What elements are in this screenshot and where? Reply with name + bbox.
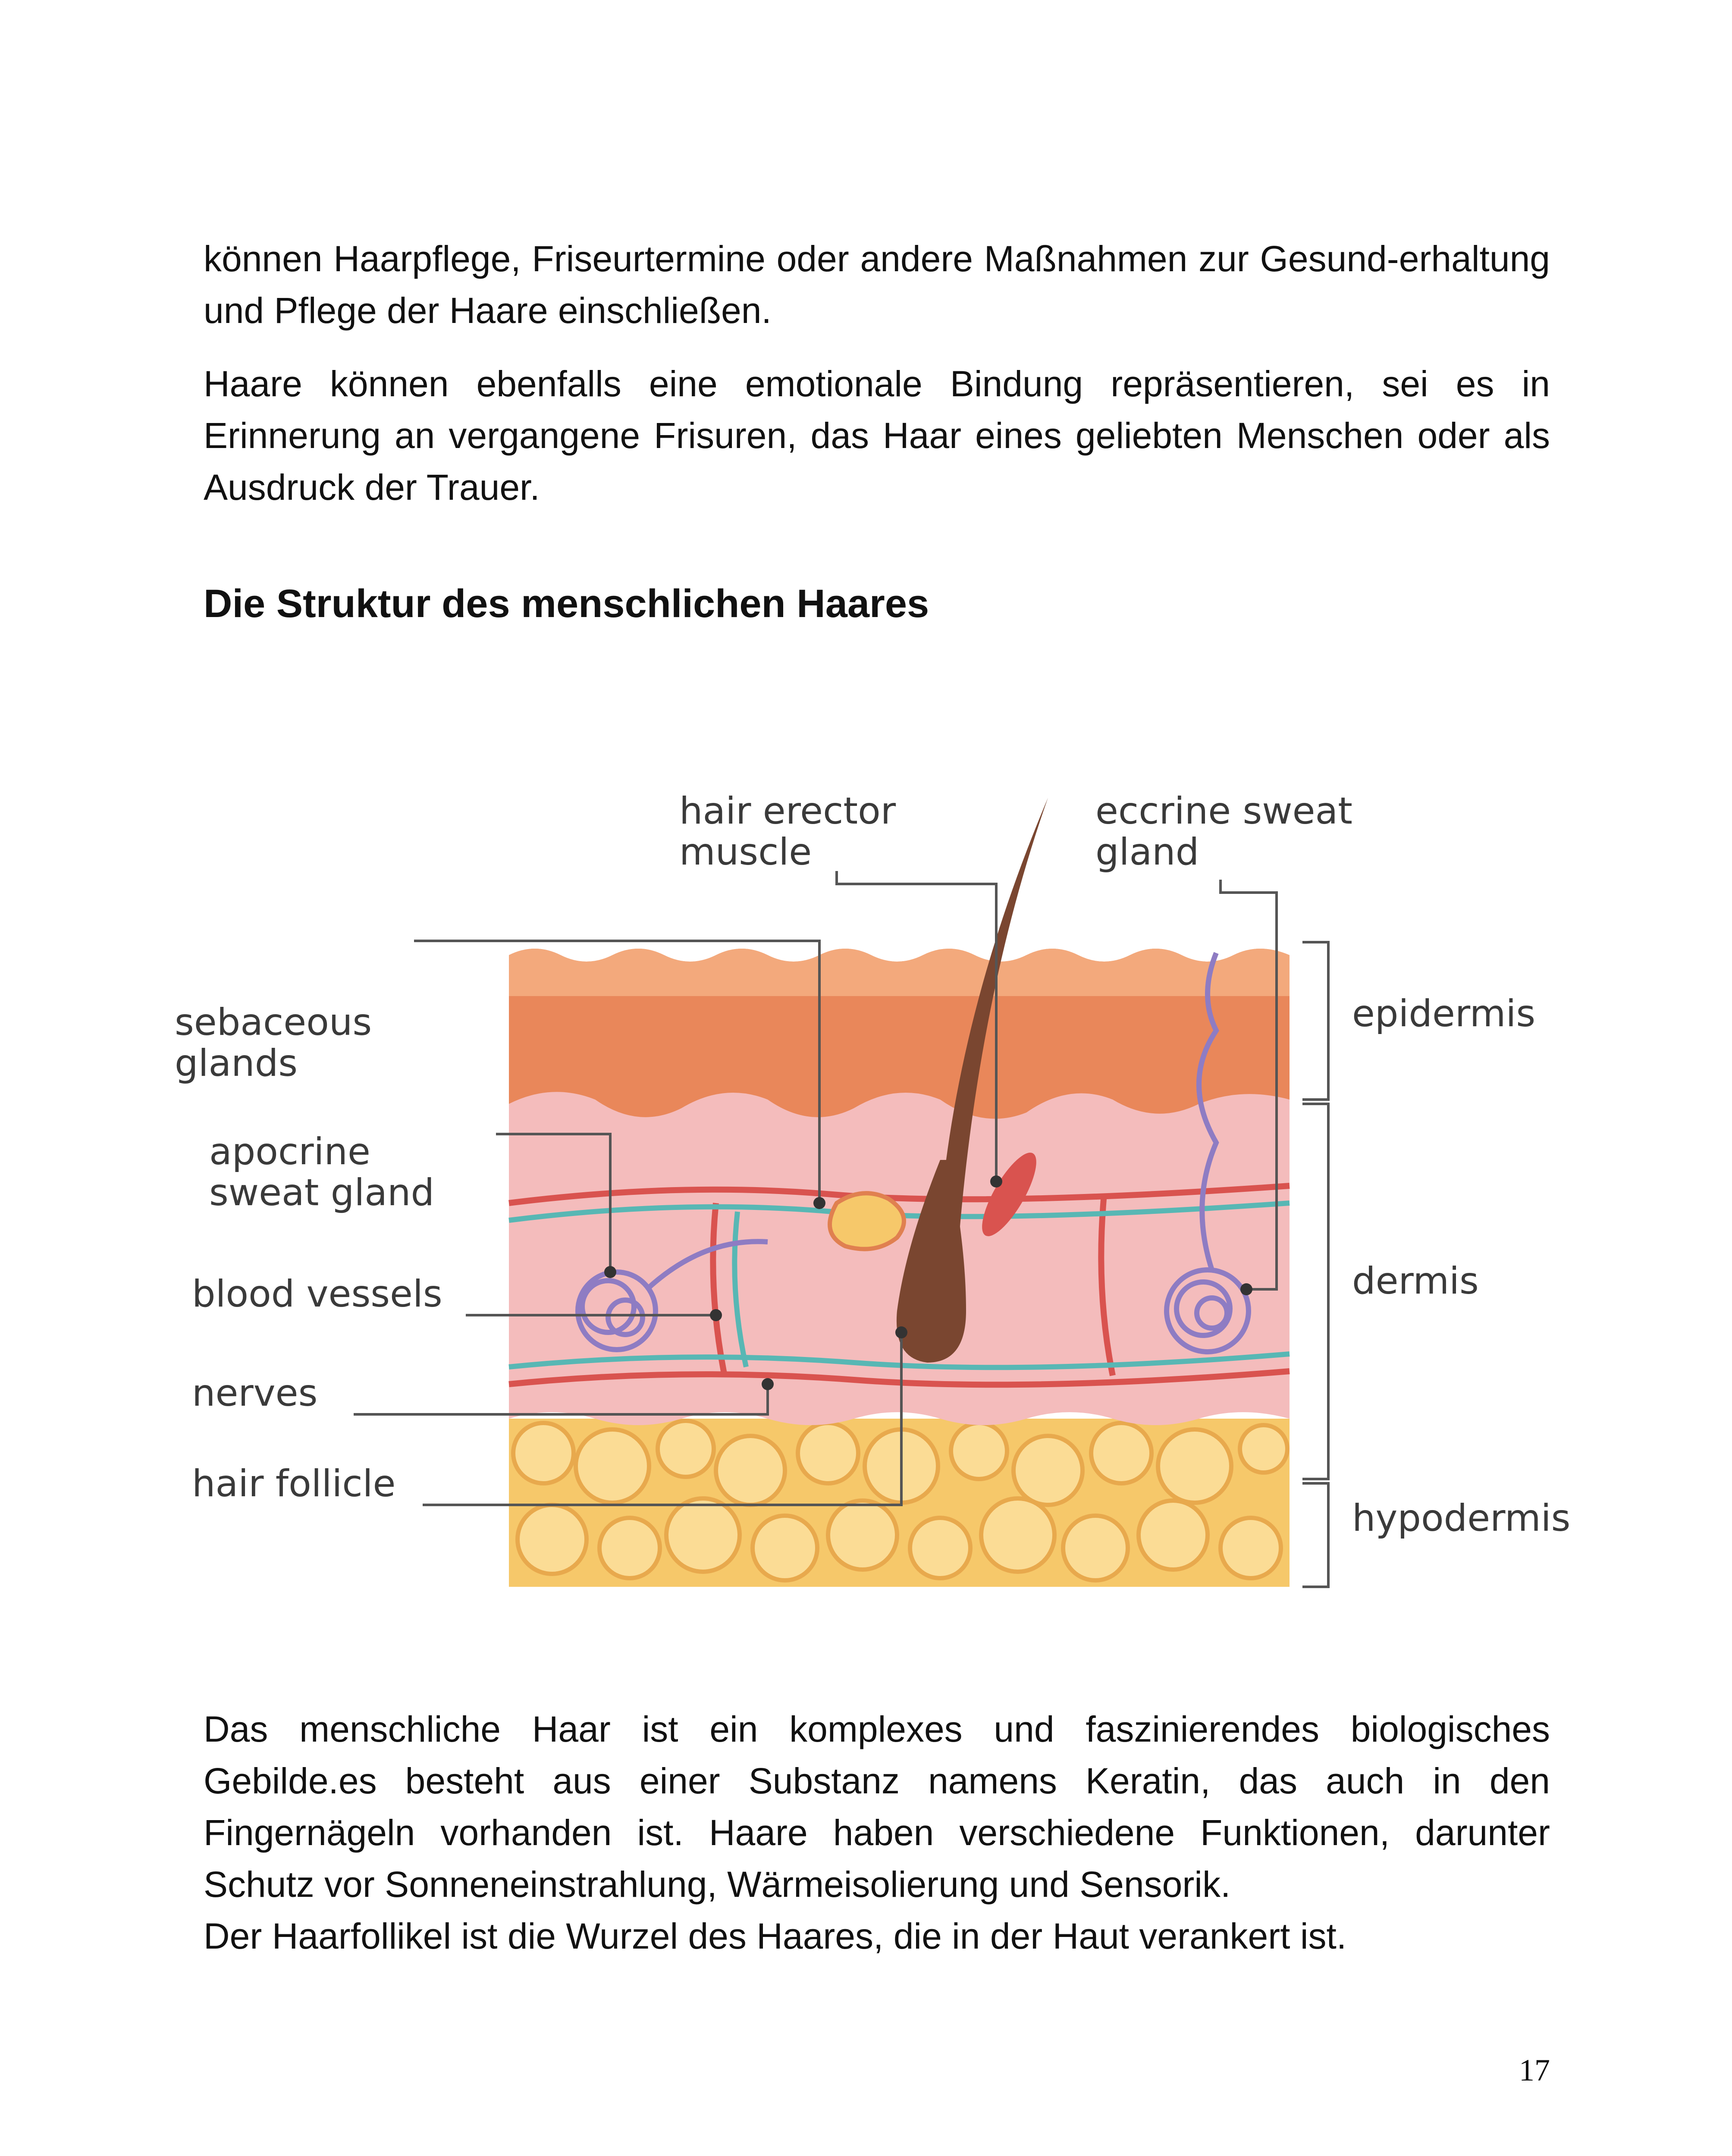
label-apocrine-line1: apocrine bbox=[209, 1130, 370, 1173]
label-hair-erector-line2: muscle bbox=[679, 830, 812, 874]
label-sebaceous-line1: sebaceous bbox=[175, 1001, 372, 1044]
label-epidermis: epidermis bbox=[1352, 992, 1536, 1035]
section-heading: Die Struktur des menschlichen Haares bbox=[204, 582, 929, 626]
sebaceous-gland bbox=[830, 1193, 904, 1249]
layer-brackets bbox=[1302, 942, 1328, 1587]
skin-hair-diagram bbox=[164, 772, 1604, 1617]
label-sebaceous-line2: glands bbox=[175, 1042, 298, 1085]
dermis-layer bbox=[509, 1074, 1290, 1425]
paragraph-2: Haare können ebenfalls eine emotionale Bindung repräsentieren, sei es in Erinnerung an vergangene Frisuren, das Haar eines geliebten Menschen oder als Ausdruck der Trauer. bbox=[204, 364, 1550, 508]
page-number: 17 bbox=[1519, 2053, 1550, 2087]
label-hair-follicle: hair follicle bbox=[192, 1462, 396, 1505]
epidermis-top-band bbox=[509, 949, 1290, 996]
label-blood-vessels: blood vessels bbox=[192, 1272, 442, 1316]
label-nerves: nerves bbox=[192, 1372, 318, 1415]
label-apocrine-line2: sweat gland bbox=[209, 1171, 435, 1214]
paragraph-1: können Haarpflege, Friseurtermine oder andere Maßnahmen zur Gesund-erhaltung und Pflege der Haare einschließen. bbox=[204, 238, 1550, 331]
paragraph-3 bbox=[204, 1703, 1550, 1962]
paragraph-4: Der Haarfollikel ist die Wurzel des Haares, die in der Haut verankert ist. bbox=[204, 1916, 1347, 1956]
label-hypodermis: hypodermis bbox=[1352, 1497, 1571, 1540]
label-hair-erector-line1: hair erector bbox=[679, 790, 896, 833]
label-eccrine-line1: eccrine sweat bbox=[1095, 790, 1352, 833]
paragraph-3-text: Das menschliche Haar ist ein komplexes und faszinierendes biologisches Gebilde.es besteht aus einer Substanz namens Keratin, das auch in den Fingernägeln vorhanden ist. Haare haben verschiedene Funktionen, darunter Schutz vor Sonneneinstrahlung, Wärmeisolierung und Sensorik. bbox=[204, 1709, 1550, 1905]
label-eccrine-line2: gland bbox=[1095, 830, 1199, 874]
label-dermis: dermis bbox=[1352, 1260, 1479, 1303]
